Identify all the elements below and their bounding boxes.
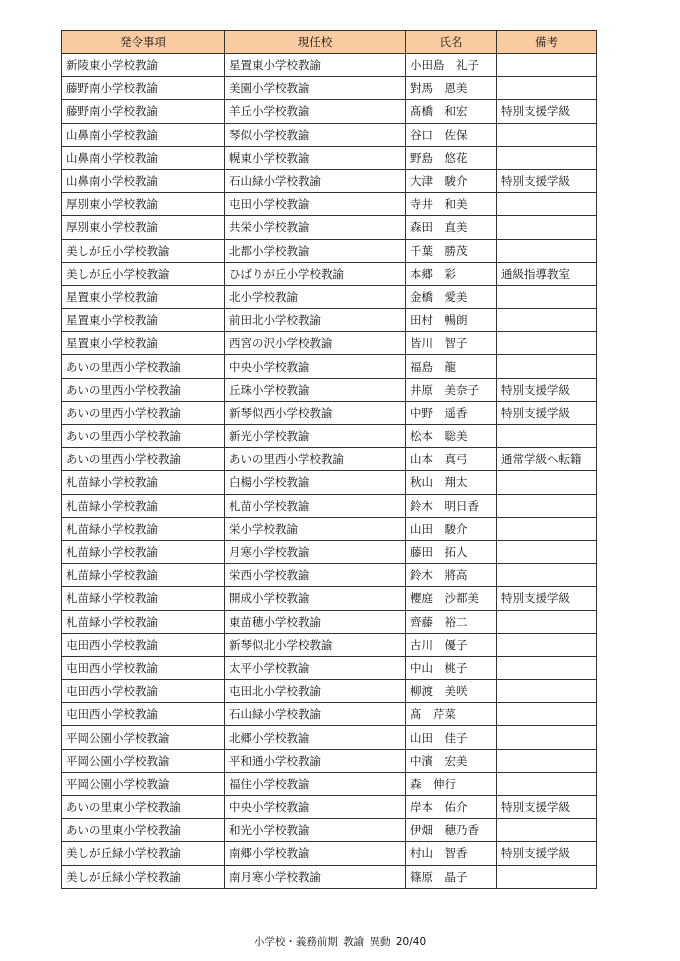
cell-remarks [497, 355, 597, 378]
table-row [62, 865, 597, 888]
cell-remarks [497, 819, 597, 842]
cell-name: 中濱 宏美 [406, 749, 497, 772]
table-row [62, 610, 597, 633]
cell-remarks [497, 610, 597, 633]
cell-current-school: 羊丘小学校教諭 [225, 100, 406, 123]
header-name: 氏名 [406, 31, 497, 54]
cell-name: 篠原 晶子 [406, 865, 497, 888]
cell-current-school: 琴似小学校教諭 [225, 123, 406, 146]
cell-name: 千葉 勝茂 [406, 239, 497, 262]
cell-current-school: 中央小学校教諭 [225, 796, 406, 819]
cell-current-school: ひばりが丘小学校教諭 [225, 262, 406, 285]
table-row [62, 749, 597, 772]
cell-remarks [497, 680, 597, 703]
table-row [62, 517, 597, 540]
cell-assignment: 札苗緑小学校教諭 [62, 587, 225, 610]
cell-name: 中山 桃子 [406, 656, 497, 679]
cell-remarks [497, 749, 597, 772]
cell-remarks [497, 309, 597, 332]
cell-remarks: 特別支援学級 [497, 587, 597, 610]
table-row [62, 842, 597, 865]
table-row [62, 100, 597, 123]
cell-assignment: 山鼻南小学校教諭 [62, 169, 225, 192]
cell-current-school: 新琴似北小学校教諭 [225, 633, 406, 656]
cell-remarks [497, 285, 597, 308]
table-row [62, 123, 597, 146]
cell-name: 森 伸行 [406, 772, 497, 795]
cell-assignment: 星置東小学校教諭 [62, 309, 225, 332]
cell-current-school: 栄小学校教諭 [225, 517, 406, 540]
cell-name: 森田 直美 [406, 216, 497, 239]
cell-current-school: 前田北小学校教諭 [225, 309, 406, 332]
cell-current-school: あいの里西小学校教諭 [225, 448, 406, 471]
cell-name: 山田 佳子 [406, 726, 497, 749]
cell-current-school: 屯田北小学校教諭 [225, 680, 406, 703]
cell-name: 谷口 佐保 [406, 123, 497, 146]
cell-assignment: 星置東小学校教諭 [62, 332, 225, 355]
cell-current-school: 開成小学校教諭 [225, 587, 406, 610]
table-row [62, 425, 597, 448]
cell-name: 小田島 礼子 [406, 54, 497, 77]
cell-current-school: 石山緑小学校教諭 [225, 703, 406, 726]
footer-category: 教諭 [343, 936, 365, 948]
cell-name: 村山 智香 [406, 842, 497, 865]
cell-name: 寺井 和美 [406, 193, 497, 216]
cell-remarks [497, 540, 597, 563]
table-row [62, 216, 597, 239]
cell-remarks [497, 471, 597, 494]
cell-assignment: あいの里西小学校教諭 [62, 355, 225, 378]
cell-remarks: 通級指導教室 [497, 262, 597, 285]
cell-remarks [497, 517, 597, 540]
cell-current-school: 北都小学校教諭 [225, 239, 406, 262]
cell-assignment: 山鼻南小学校教諭 [62, 123, 225, 146]
cell-assignment: 新陵東小学校教諭 [62, 54, 225, 77]
cell-assignment: あいの里西小学校教諭 [62, 425, 225, 448]
table-row [62, 494, 597, 517]
cell-remarks: 特別支援学級 [497, 378, 597, 401]
cell-remarks [497, 726, 597, 749]
cell-current-school: 幌東小学校教諭 [225, 146, 406, 169]
cell-assignment: 札苗緑小学校教諭 [62, 610, 225, 633]
cell-current-school: 石山緑小学校教諭 [225, 169, 406, 192]
cell-remarks [497, 77, 597, 100]
cell-current-school: 札苗小学校教諭 [225, 494, 406, 517]
cell-remarks: 特別支援学級 [497, 842, 597, 865]
cell-name: 野島 悠花 [406, 146, 497, 169]
personnel-transfer-table [61, 30, 597, 889]
cell-assignment: 美しが丘小学校教諭 [62, 239, 225, 262]
table-row [62, 169, 597, 192]
table-row [62, 309, 597, 332]
table-row [62, 796, 597, 819]
table-row [62, 633, 597, 656]
cell-name: 古川 優子 [406, 633, 497, 656]
table-row [62, 262, 597, 285]
cell-assignment: 屯田西小学校教諭 [62, 633, 225, 656]
table-row [62, 564, 597, 587]
cell-current-school: 月寒小学校教諭 [225, 540, 406, 563]
header-remarks: 備考 [497, 31, 597, 54]
cell-current-school: 美園小学校教諭 [225, 77, 406, 100]
cell-assignment: 星置東小学校教諭 [62, 285, 225, 308]
cell-remarks [497, 633, 597, 656]
cell-name: 岸本 佑介 [406, 796, 497, 819]
cell-remarks [497, 425, 597, 448]
cell-current-school: 北郷小学校教諭 [225, 726, 406, 749]
table-row [62, 656, 597, 679]
cell-assignment: 山鼻南小学校教諭 [62, 146, 225, 169]
table-row [62, 772, 597, 795]
cell-current-school: 新琴似西小学校教諭 [225, 401, 406, 424]
cell-assignment: 藤野南小学校教諭 [62, 100, 225, 123]
table-row [62, 193, 597, 216]
table-row [62, 285, 597, 308]
table-row [62, 355, 597, 378]
cell-name: 柳渡 美咲 [406, 680, 497, 703]
cell-name: 髙橋 和宏 [406, 100, 497, 123]
cell-assignment: 平岡公園小学校教諭 [62, 749, 225, 772]
cell-remarks [497, 193, 597, 216]
table-body [62, 54, 597, 889]
cell-assignment: 札苗緑小学校教諭 [62, 471, 225, 494]
table-row [62, 146, 597, 169]
cell-assignment: 平岡公園小学校教諭 [62, 772, 225, 795]
page-footer [0, 934, 680, 949]
cell-assignment: 厚別東小学校教諭 [62, 216, 225, 239]
cell-current-school: 太平小学校教諭 [225, 656, 406, 679]
cell-name: 髙 芹菜 [406, 703, 497, 726]
cell-remarks: 特別支援学級 [497, 100, 597, 123]
cell-assignment: 屯田西小学校教諭 [62, 656, 225, 679]
cell-name: 大津 駿介 [406, 169, 497, 192]
cell-current-school: 白楊小学校教諭 [225, 471, 406, 494]
table-row [62, 587, 597, 610]
cell-remarks [497, 146, 597, 169]
cell-current-school: 中央小学校教諭 [225, 355, 406, 378]
cell-remarks [497, 54, 597, 77]
table-row [62, 680, 597, 703]
cell-current-school: 東苗穂小学校教諭 [225, 610, 406, 633]
cell-assignment: あいの里西小学校教諭 [62, 448, 225, 471]
header-current-school: 現任校 [225, 31, 406, 54]
cell-assignment: 美しが丘緑小学校教諭 [62, 842, 225, 865]
cell-name: 藤田 拓人 [406, 540, 497, 563]
cell-name: 山田 駿介 [406, 517, 497, 540]
cell-assignment: 藤野南小学校教諭 [62, 77, 225, 100]
cell-name: 福島 龍 [406, 355, 497, 378]
cell-current-school: 共栄小学校教諭 [225, 216, 406, 239]
cell-assignment: 屯田西小学校教諭 [62, 680, 225, 703]
cell-current-school: 福住小学校教諭 [225, 772, 406, 795]
cell-assignment: あいの里東小学校教諭 [62, 819, 225, 842]
table-row [62, 239, 597, 262]
cell-current-school: 新光小学校教諭 [225, 425, 406, 448]
cell-name: 鈴木 明日香 [406, 494, 497, 517]
cell-remarks [497, 216, 597, 239]
cell-name: 中野 遥香 [406, 401, 497, 424]
footer-section: 小学校・義務前期 [253, 936, 338, 948]
table-header-row [62, 31, 597, 54]
cell-name: 山本 真弓 [406, 448, 497, 471]
cell-remarks [497, 703, 597, 726]
cell-name: 齊藤 裕二 [406, 610, 497, 633]
cell-name: 秋山 翔太 [406, 471, 497, 494]
cell-assignment: 美しが丘緑小学校教諭 [62, 865, 225, 888]
cell-remarks: 特別支援学級 [497, 796, 597, 819]
table-row [62, 540, 597, 563]
footer-type: 異動 [369, 936, 391, 948]
cell-assignment: あいの里西小学校教諭 [62, 401, 225, 424]
cell-remarks: 特別支援学級 [497, 401, 597, 424]
cell-current-school: 和光小学校教諭 [225, 819, 406, 842]
cell-name: 本郷 彩 [406, 262, 497, 285]
cell-current-school: 平和通小学校教諭 [225, 749, 406, 772]
cell-remarks [497, 123, 597, 146]
cell-name: 櫻庭 沙都美 [406, 587, 497, 610]
cell-name: 皆川 智子 [406, 332, 497, 355]
cell-current-school: 西宮の沢小学校教諭 [225, 332, 406, 355]
cell-assignment: 札苗緑小学校教諭 [62, 517, 225, 540]
cell-remarks [497, 865, 597, 888]
table-row [62, 401, 597, 424]
cell-current-school: 星置東小学校教諭 [225, 54, 406, 77]
cell-assignment: 札苗緑小学校教諭 [62, 494, 225, 517]
cell-remarks [497, 656, 597, 679]
cell-remarks [497, 332, 597, 355]
cell-name: 伊畑 穂乃香 [406, 819, 497, 842]
table-row [62, 54, 597, 77]
cell-current-school: 屯田小学校教諭 [225, 193, 406, 216]
cell-name: 井原 美奈子 [406, 378, 497, 401]
cell-current-school: 北小学校教諭 [225, 285, 406, 308]
header-assignment: 発令事項 [62, 31, 225, 54]
footer-page-number: 20/40 [395, 936, 427, 948]
cell-assignment: 平岡公園小学校教諭 [62, 726, 225, 749]
cell-assignment: 札苗緑小学校教諭 [62, 540, 225, 563]
cell-current-school: 南郷小学校教諭 [225, 842, 406, 865]
cell-remarks [497, 772, 597, 795]
table-row [62, 471, 597, 494]
cell-name: 對馬 恩美 [406, 77, 497, 100]
table-row [62, 703, 597, 726]
cell-assignment: あいの里東小学校教諭 [62, 796, 225, 819]
cell-assignment: あいの里西小学校教諭 [62, 378, 225, 401]
cell-remarks [497, 239, 597, 262]
table-row [62, 378, 597, 401]
cell-name: 田村 暢朗 [406, 309, 497, 332]
cell-name: 松本 聡美 [406, 425, 497, 448]
cell-assignment: 美しが丘小学校教諭 [62, 262, 225, 285]
cell-remarks: 特別支援学級 [497, 169, 597, 192]
cell-current-school: 栄西小学校教諭 [225, 564, 406, 587]
table-row [62, 332, 597, 355]
table-row [62, 448, 597, 471]
table-row [62, 77, 597, 100]
cell-assignment: 札苗緑小学校教諭 [62, 564, 225, 587]
cell-remarks [497, 564, 597, 587]
table-row [62, 819, 597, 842]
table-row [62, 726, 597, 749]
cell-remarks: 通常学級へ転籍 [497, 448, 597, 471]
cell-assignment: 屯田西小学校教諭 [62, 703, 225, 726]
cell-name: 金橋 愛美 [406, 285, 497, 308]
cell-name: 鈴木 將高 [406, 564, 497, 587]
cell-current-school: 丘珠小学校教諭 [225, 378, 406, 401]
cell-current-school: 南月寒小学校教諭 [225, 865, 406, 888]
cell-assignment: 厚別東小学校教諭 [62, 193, 225, 216]
cell-remarks [497, 494, 597, 517]
